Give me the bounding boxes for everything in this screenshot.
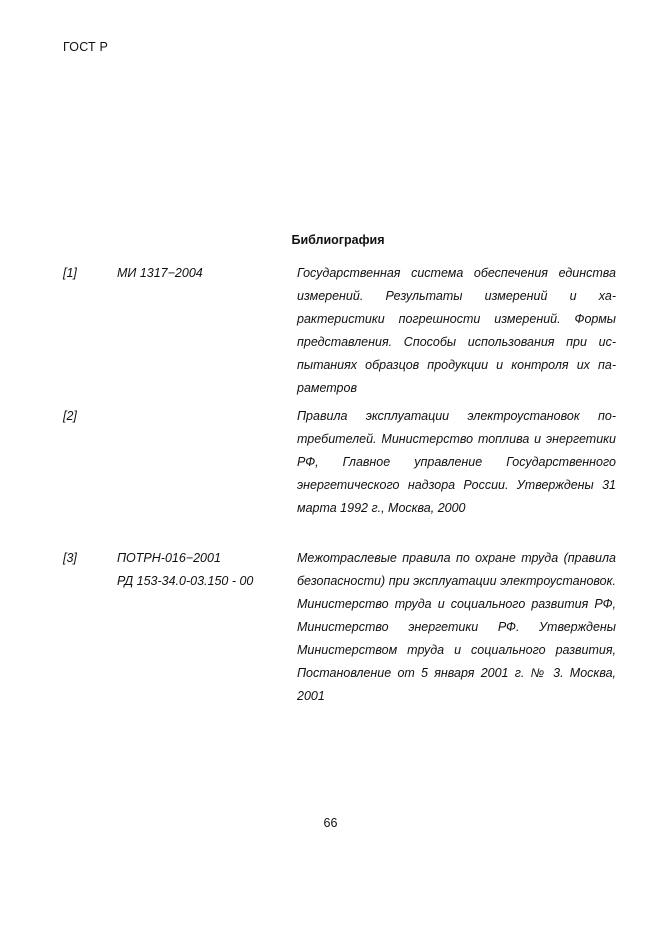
entry-code: ПОТРН-016−2001 <box>117 551 221 565</box>
bibliography-title: Библиография <box>291 233 385 247</box>
bibliography-entry <box>63 547 616 707</box>
entry-code: МИ 1317−2004 <box>117 266 203 280</box>
entry-codes <box>117 547 253 593</box>
bibliography-entry <box>63 405 616 547</box>
page-number: 66 <box>323 816 338 830</box>
document-header: ГОСТ Р <box>63 40 109 54</box>
entry-number: [3] <box>63 551 77 565</box>
entry-description: Межотраслевые правила по охране труда (правила безопасности) при эксплуатации электроустановок. Министерство труда и социального развития РФ, Министерство энергетики РФ. Утверждены Министерством труда и социального развития, Постановление от 5 января 2001 г. № 3. Москва, 2001 <box>297 551 616 703</box>
entry-number: [2] <box>63 409 77 423</box>
entry-description: Государственная система обеспечения единства измерений. Результаты измерений и характеристики погрешности измерений. Формы представления. Способы использования при испытаниях образцов продукции и контроля их параметров <box>297 266 616 395</box>
bibliography-list <box>63 262 616 707</box>
entry-description: Правила эксплуатации электроустановок потребителей. Министерство топлива и энергетики РФ, Главное управление Государственного энергетического надзора России. Утверждены 31 марта 1992 г., Москва, 2000 <box>297 409 616 515</box>
entry-codes <box>117 262 203 285</box>
bibliography-entry <box>63 262 616 405</box>
entry-number: [1] <box>63 266 77 280</box>
entry-code: РД 153-34.0-03.150 - 00 <box>117 574 254 588</box>
